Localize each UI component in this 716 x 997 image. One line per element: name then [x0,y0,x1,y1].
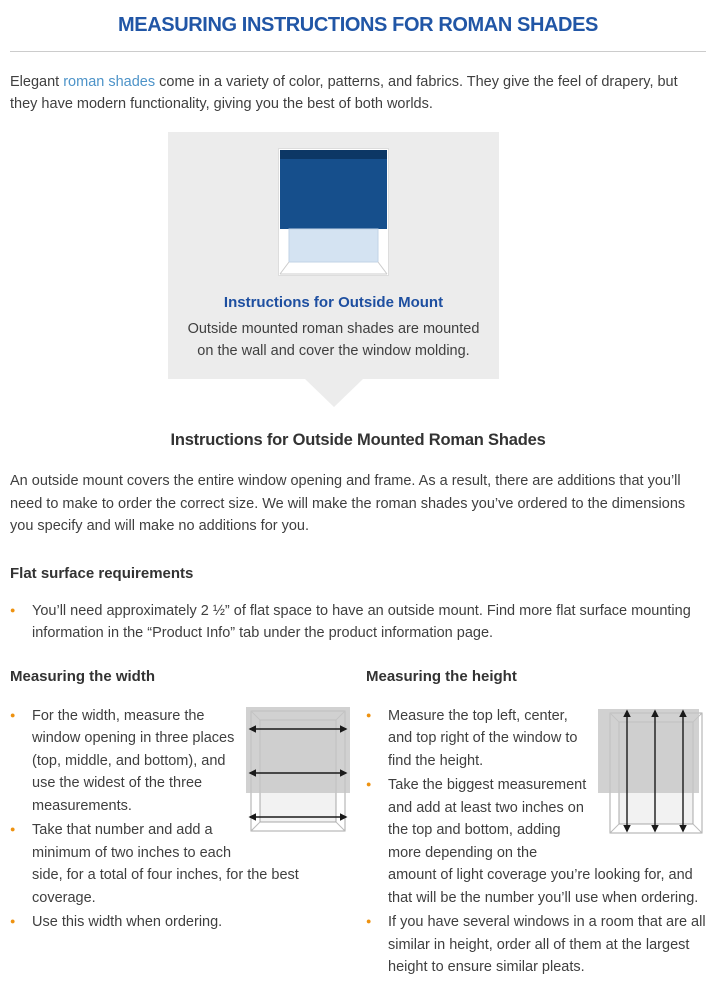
list-item: ● For the width, measure the window opening in three places (top, middle, and bottom), and use the widest of the three measurements. [10,705,350,817]
flat-surface-bullet-list [10,600,706,645]
list-item: ● You’ll need approximately 2 ½” of flat space to have an outside mount. Find more flat surface mounting information in the “Product Info” tab under the product information page. [10,600,706,645]
callout-pointer-arrow [305,379,363,407]
measuring-columns [10,665,706,981]
list-item: ● Take the biggest measurement and add at least two inches on the top and bottom, adding more depending on the amount of light coverage you’re looking for, and that will be the number you’ll use when ordering. [366,774,706,909]
measuring-height-heading: Measuring the height [366,667,517,685]
intro-paragraph [10,71,706,116]
page-title: MEASURING INSTRUCTIONS FOR ROMAN SHADES [10,6,706,52]
callout-description: Outside mounted roman shades are mounted on the wall and cover the window molding. [187,320,480,360]
outside-mount-callout [168,132,499,407]
list-item: ● If you have several windows in a room that are all similar in height, order all of them at the largest height to ensure similar pleats. [366,911,706,978]
outside-mount-section-body: An outside mount covers the entire window opening and frame. As a result, there are additions that you’ll need to make to order the correct size. We will make the roman shades you’ve ordered to the dimensions you specify and will make no additions for you. [10,473,686,535]
list-item: ● Use this width when ordering. [10,911,350,933]
callout-panel [168,132,499,379]
intro-text-pre: Elegant [10,74,64,90]
measuring-width-heading: Measuring the width [10,667,156,685]
roman-shade-image [278,148,389,276]
outside-mount-instructions-link[interactable]: Instructions for Outside Mount [223,294,444,312]
height-measurement-diagram [598,705,706,837]
list-item: ● Take that number and add a minimum of two inches to each side, for a total of four inches, for the best coverage. [10,819,350,909]
measuring-width-column [10,665,350,981]
intro-text-post: come in a variety of color, patterns, and fabrics. They give the feel of drapery, but they have modern functionality, giving you the best of both worlds. [10,74,678,113]
measuring-height-column [366,665,706,981]
width-measurement-diagram [246,705,350,835]
outside-mount-section-heading: Instructions for Outside Mounted Roman Shades [170,430,546,449]
roman-shades-link[interactable]: roman shades [63,74,156,90]
flat-surface-heading: Flat surface requirements [10,564,194,582]
list-item: ● Measure the top left, center, and top right of the window to find the height. [366,705,706,772]
